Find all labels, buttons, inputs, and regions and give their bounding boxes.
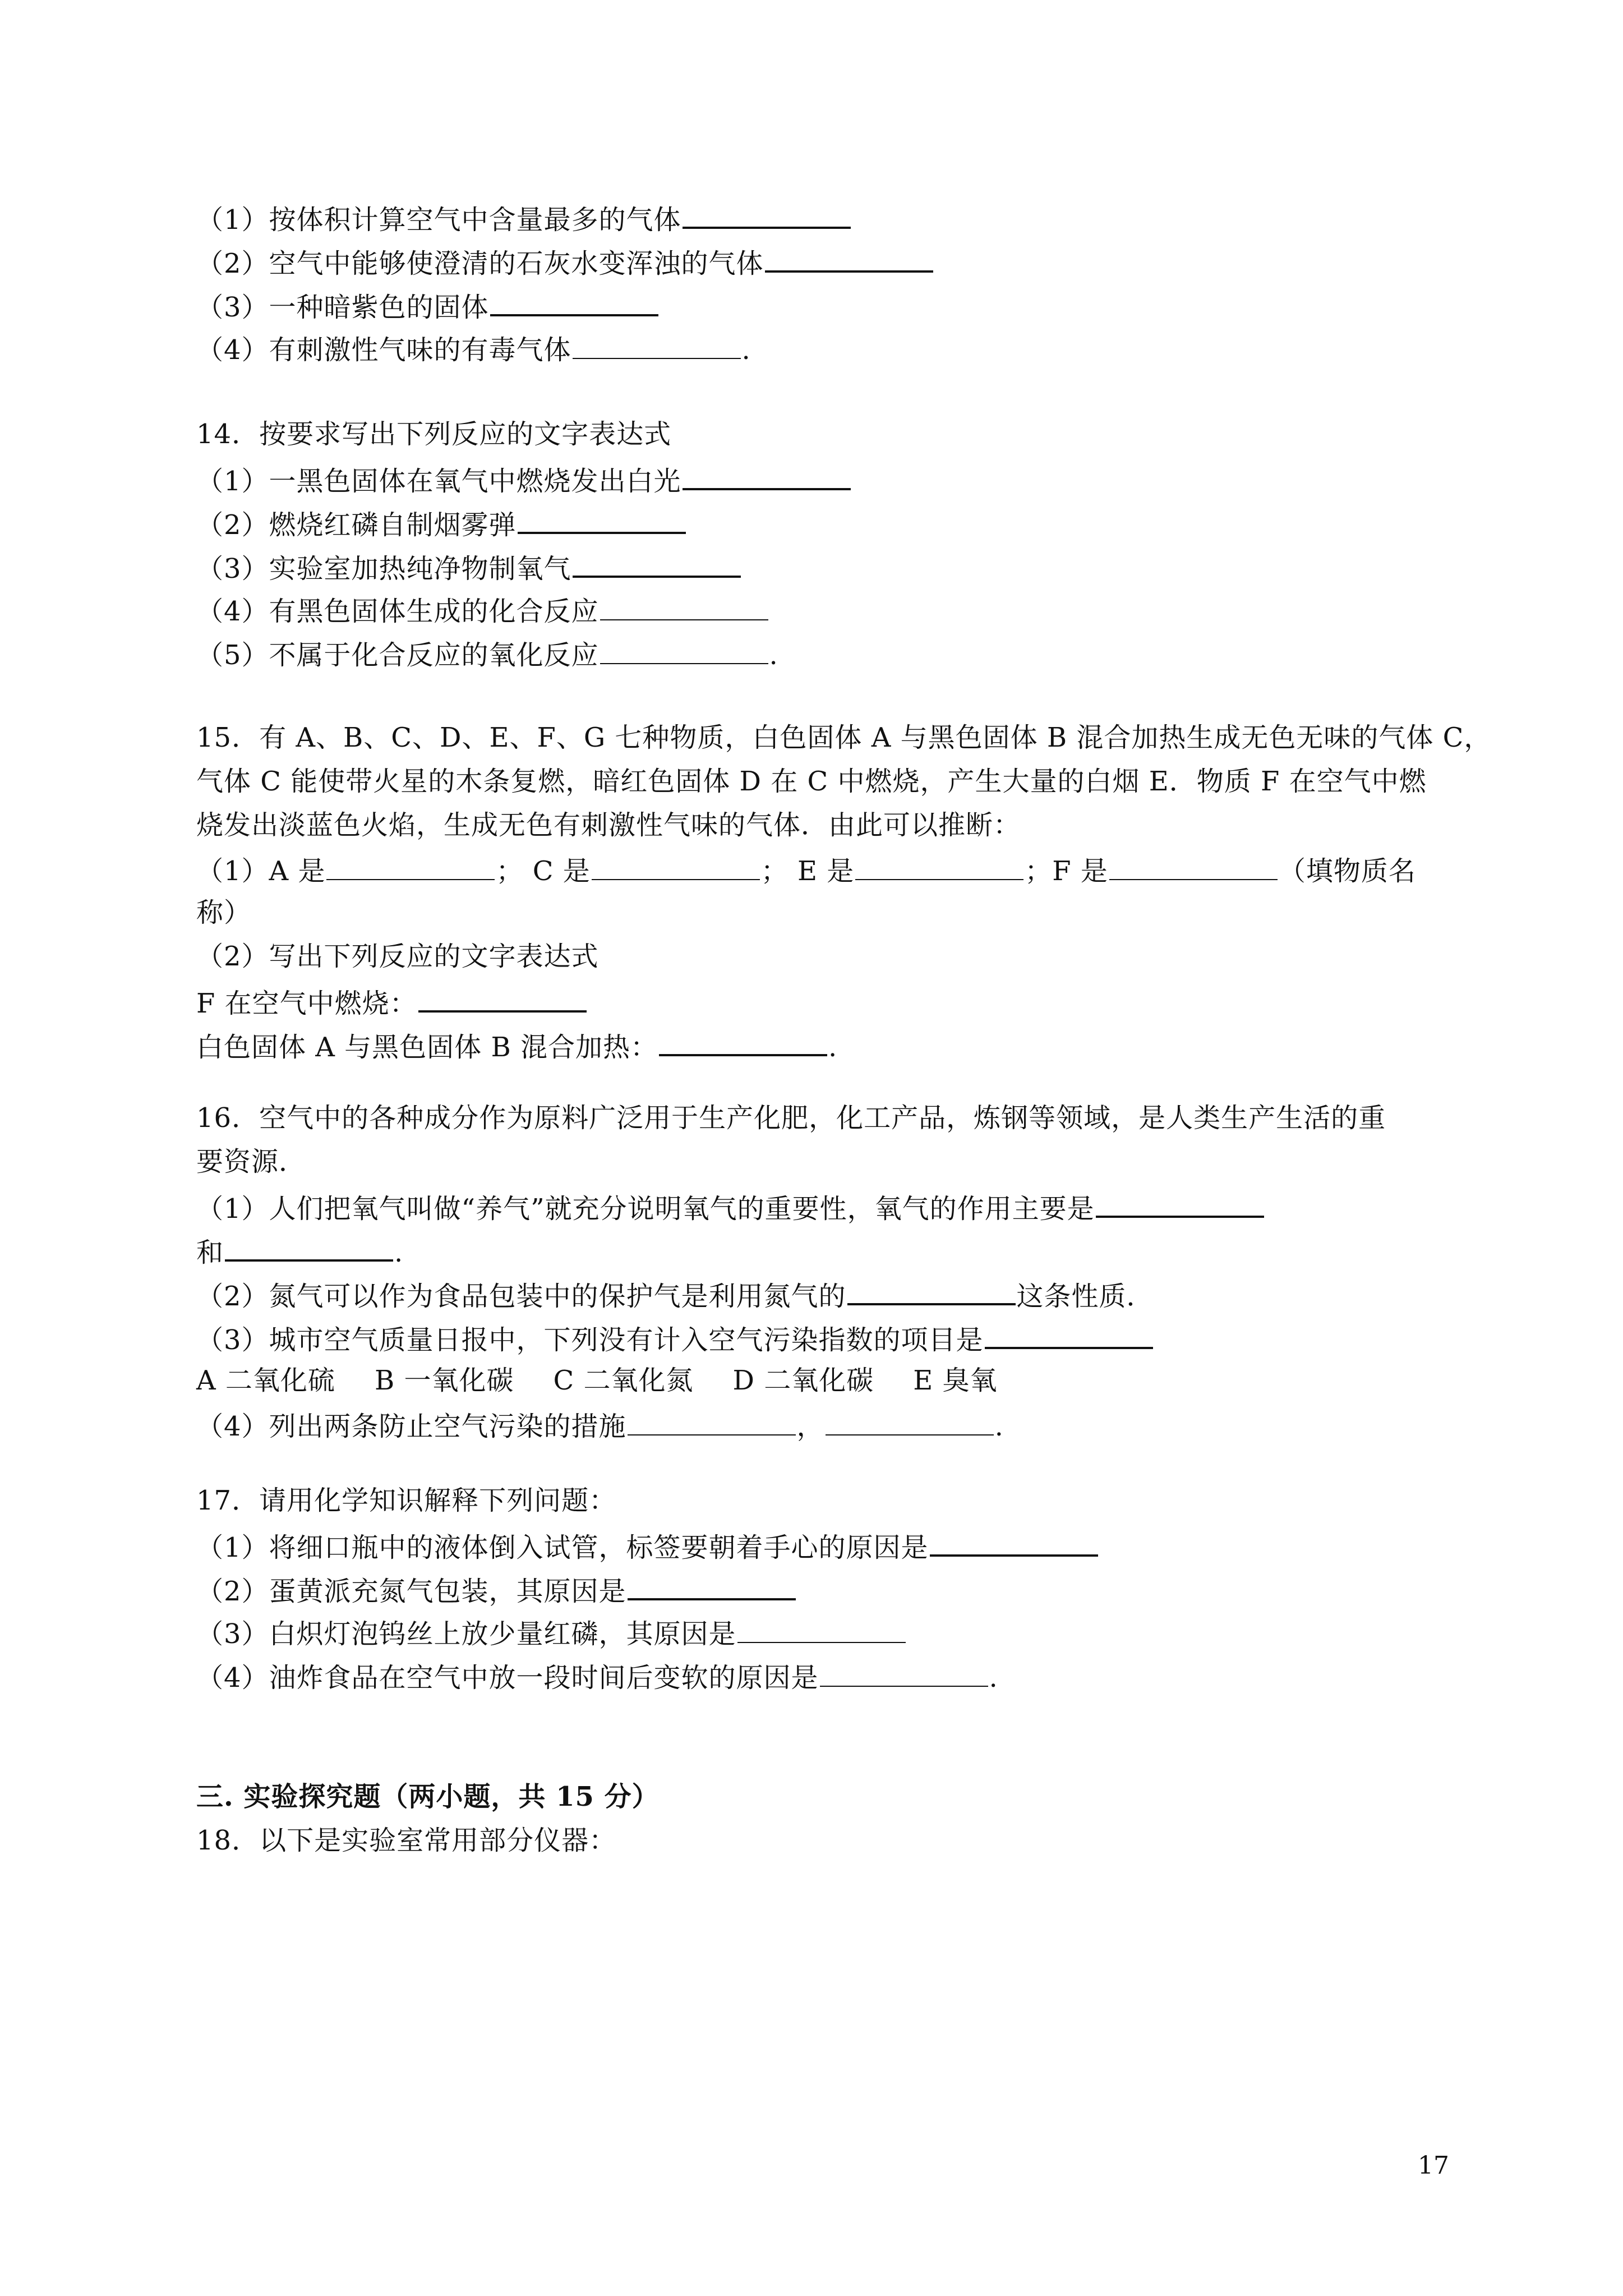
answer-blank-a[interactable]: [326, 848, 495, 880]
q18-stem: 18．以下是实验室常用部分仪器：: [196, 1825, 617, 1856]
answer-blank[interactable]: [628, 1403, 796, 1435]
q14-item-2: （2）燃烧红磷自制烟雾弹: [196, 500, 687, 543]
q17-item-1: （1）将细口瓶中的液体倒入试管，标签要朝着手心的原因是: [196, 1523, 1099, 1566]
q16-part-2: （2）氮气可以作为食品包装中的保护气是利用氮气的 这条性质．: [196, 1272, 1154, 1314]
q15-part-1: （1）A 是 ； C 是 ； E 是 ；F 是 （填物质名: [196, 848, 1416, 890]
answer-blank[interactable]: [737, 1611, 906, 1643]
q13-item-4: （4）有刺激性气味的有毒气体 .: [196, 326, 751, 369]
q14-item-1: （1）一黑色固体在氧气中燃烧发出白光: [196, 457, 852, 499]
q13-item-1: （1）按体积计算空气中含量最多的气体: [196, 195, 852, 238]
q16-part-1: （1）人们把氧气叫做“养气”就充分说明氧气的重要性，氧气的作用主要是: [196, 1184, 1265, 1227]
answer-blank[interactable]: [659, 1023, 827, 1056]
option-a: A 二氧化硫: [196, 1365, 335, 1396]
q17-title: 17．请用化学知识解释下列问题：: [196, 1485, 617, 1516]
q15-stem-line-2: 气体 C 能使带火星的木条复燃，暗红色固体 D 在 C 中燃烧，产生大量的白烟 E．物质 F 在空气中燃: [196, 766, 1427, 797]
answer-blank[interactable]: [600, 588, 768, 620]
q14-item-4: （4）有黑色固体生成的化合反应: [196, 588, 769, 631]
answer-blank[interactable]: [1096, 1184, 1264, 1218]
answer-blank-c[interactable]: [592, 848, 760, 880]
q15-stem-line-3: 烧发出淡蓝色火焰，生成无色有刺激性气味的气体．由此可以推断：: [196, 809, 1021, 841]
answer-blank[interactable]: [225, 1228, 393, 1262]
answer-blank[interactable]: [765, 239, 933, 273]
answer-blank[interactable]: [490, 283, 658, 316]
q15-ab-heat: 白色固体 A 与黑色固体 B 混合加热： .: [196, 1023, 837, 1065]
q17-item-3: （3）白炽灯泡钨丝上放少量红磷，其原因是: [196, 1611, 907, 1653]
answer-blank[interactable]: [518, 500, 686, 534]
q16-stem-line-1: 16．空气中的各种成分作为原料广泛用于生产化肥，化工产品，炼钢等领域，是人类生产生活的重: [196, 1102, 1386, 1134]
q14-item-3: （3）实验室加热纯净物制氧气: [196, 544, 742, 587]
answer-blank[interactable]: [847, 1272, 1016, 1305]
option-c: C 二氧化氮: [553, 1365, 694, 1396]
q16-part-3: （3）城市空气质量日报中，下列没有计入空气污染指数的项目是: [196, 1315, 1154, 1358]
q16-options: [196, 1359, 1037, 1402]
answer-blank[interactable]: [820, 1654, 988, 1687]
q16-part-4: （4）列出两条防止空气污染的措施 ， .: [196, 1403, 1004, 1446]
option-d: D 二氧化碳: [732, 1365, 874, 1396]
q17-item-4: （4）油炸食品在空气中放一段时间后变软的原因是 .: [196, 1654, 998, 1697]
q15-f-burn: F 在空气中燃烧：: [196, 979, 588, 1022]
answer-blank[interactable]: [930, 1523, 1098, 1557]
page-number: 17: [1418, 2151, 1449, 2180]
q16-stem-line-2: 要资源．: [196, 1146, 307, 1177]
q15-part-2: （2）写出下列反应的文字表达式: [196, 941, 599, 972]
q17-item-2: （2）蛋黄派充氮气包装，其原因是: [196, 1567, 797, 1609]
answer-blank-f[interactable]: [1109, 848, 1278, 880]
answer-blank[interactable]: [683, 457, 851, 490]
option-b: B 一氧化碳: [374, 1365, 514, 1396]
section-3-title: 三. 实验探究题（两小题，共 15 分）: [196, 1781, 660, 1812]
q14-item-5: （5）不属于化合反应的氧化反应 .: [196, 632, 778, 674]
q14-title: 14．按要求写出下列反应的文字表达式: [196, 418, 672, 450]
answer-blank[interactable]: [826, 1403, 994, 1435]
answer-blank[interactable]: [573, 326, 741, 359]
q15-part-1-tail: 称）: [196, 897, 252, 928]
answer-blank[interactable]: [573, 544, 741, 578]
q13-item-2: （2）空气中能够使澄清的石灰水变浑浊的气体: [196, 239, 934, 282]
answer-blank[interactable]: [628, 1567, 796, 1600]
q15-stem-line-1: 15．有 A、B、C、D、E、F、G 七种物质，白色固体 A 与黑色固体 B 混合加热生成无色无味的气体 C，: [196, 722, 1492, 753]
answer-blank[interactable]: [600, 632, 768, 664]
answer-blank-e[interactable]: [855, 848, 1023, 880]
answer-blank[interactable]: [418, 979, 587, 1013]
option-e: E 臭氧: [913, 1365, 998, 1396]
answer-blank[interactable]: [985, 1315, 1153, 1349]
q13-item-3: （3）一种暗紫色的固体: [196, 283, 660, 325]
answer-blank[interactable]: [683, 195, 851, 229]
q16-part-1-cont: 和 .: [196, 1228, 403, 1271]
